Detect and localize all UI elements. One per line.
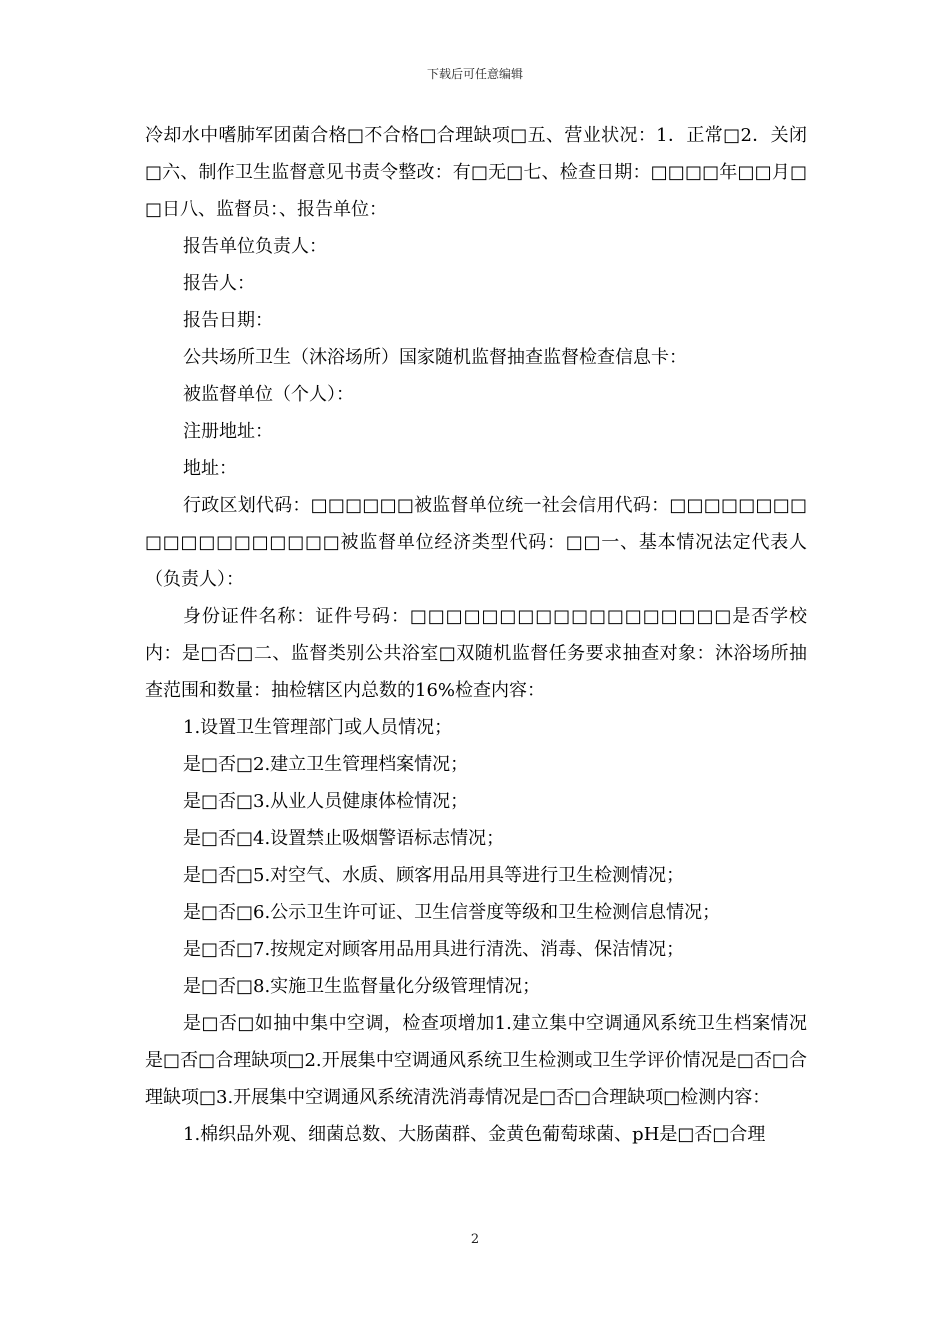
body-paragraph: 1.设置卫生管理部门或人员情况； [183, 717, 453, 738]
page-number: 2 [470, 1232, 480, 1247]
body-paragraph: 是□否□5.对空气、水质、顾客用品用具等进行卫生检测情况； [183, 865, 685, 886]
body-paragraph: 是□否□3.从业人员健康体检情况； [183, 791, 469, 812]
body-paragraph: 公共场所卫生（沐浴场所）国家随机监督抽查监督检查信息卡： [183, 347, 687, 368]
body-paragraph: 地址： [183, 458, 237, 479]
body-paragraph: 是□否□如抽中集中空调，检查项增加1.建立集中空调通风系统卫生档案情况是□否□合理缺项□2.开展集中空调通风系统卫生检测或卫生学评价情况是□否□合理缺项□3.开展集中空调通风系统清洗消毒情况是□否□合理缺项□检测内容： [145, 1013, 807, 1108]
body-paragraph: 是□否□8.实施卫生监督量化分级管理情况； [183, 976, 541, 997]
body-paragraph: 是□否□2.建立卫生管理档案情况； [183, 754, 469, 775]
body-paragraph: 是□否□7.按规定对顾客用品用具进行清洗、消毒、保洁情况； [183, 939, 685, 960]
body-paragraph: 是□否□4.设置禁止吸烟警语标志情况； [183, 828, 505, 849]
document-body [145, 117, 807, 1153]
body-paragraph: 冷却水中嗜肺军团菌合格□不合格□合理缺项□五、营业状况：1．正常□2．关闭□六、制作卫生监督意见书责令整改：有□无□七、检查日期：□□□□年□□月□□日八、监督员：、报告单位： [145, 125, 807, 220]
body-paragraph: 报告人： [183, 273, 255, 294]
body-paragraph: 报告日期： [183, 310, 273, 331]
page-header: 下载后可任意编辑 [426, 67, 523, 81]
body-paragraph: 报告单位负责人： [183, 236, 327, 257]
body-paragraph: 1.棉织品外观、细菌总数、大肠菌群、金黄色葡萄球菌、pH是□否□合理 [183, 1124, 766, 1145]
body-paragraph: 身份证件名称：证件号码：□□□□□□□□□□□□□□□□□□是否学校内：是□否□二、监督类别公共浴室□双随机监督任务要求抽查对象：沐浴场所抽查范围和数量：抽检辖区内总数的16%检查内容： [145, 606, 807, 701]
body-paragraph: 被监督单位（个人）： [183, 384, 354, 405]
body-paragraph: 是□否□6.公示卫生许可证、卫生信誉度等级和卫生检测信息情况； [183, 902, 721, 923]
body-paragraph: 行政区划代码：□□□□□□被监督单位统一社会信用代码：□□□□□□□□□□□□□□□□□□□被监督单位经济类型代码：□□一、基本情况法定代表人（负责人）： [145, 495, 807, 590]
body-paragraph: 注册地址： [183, 421, 273, 442]
